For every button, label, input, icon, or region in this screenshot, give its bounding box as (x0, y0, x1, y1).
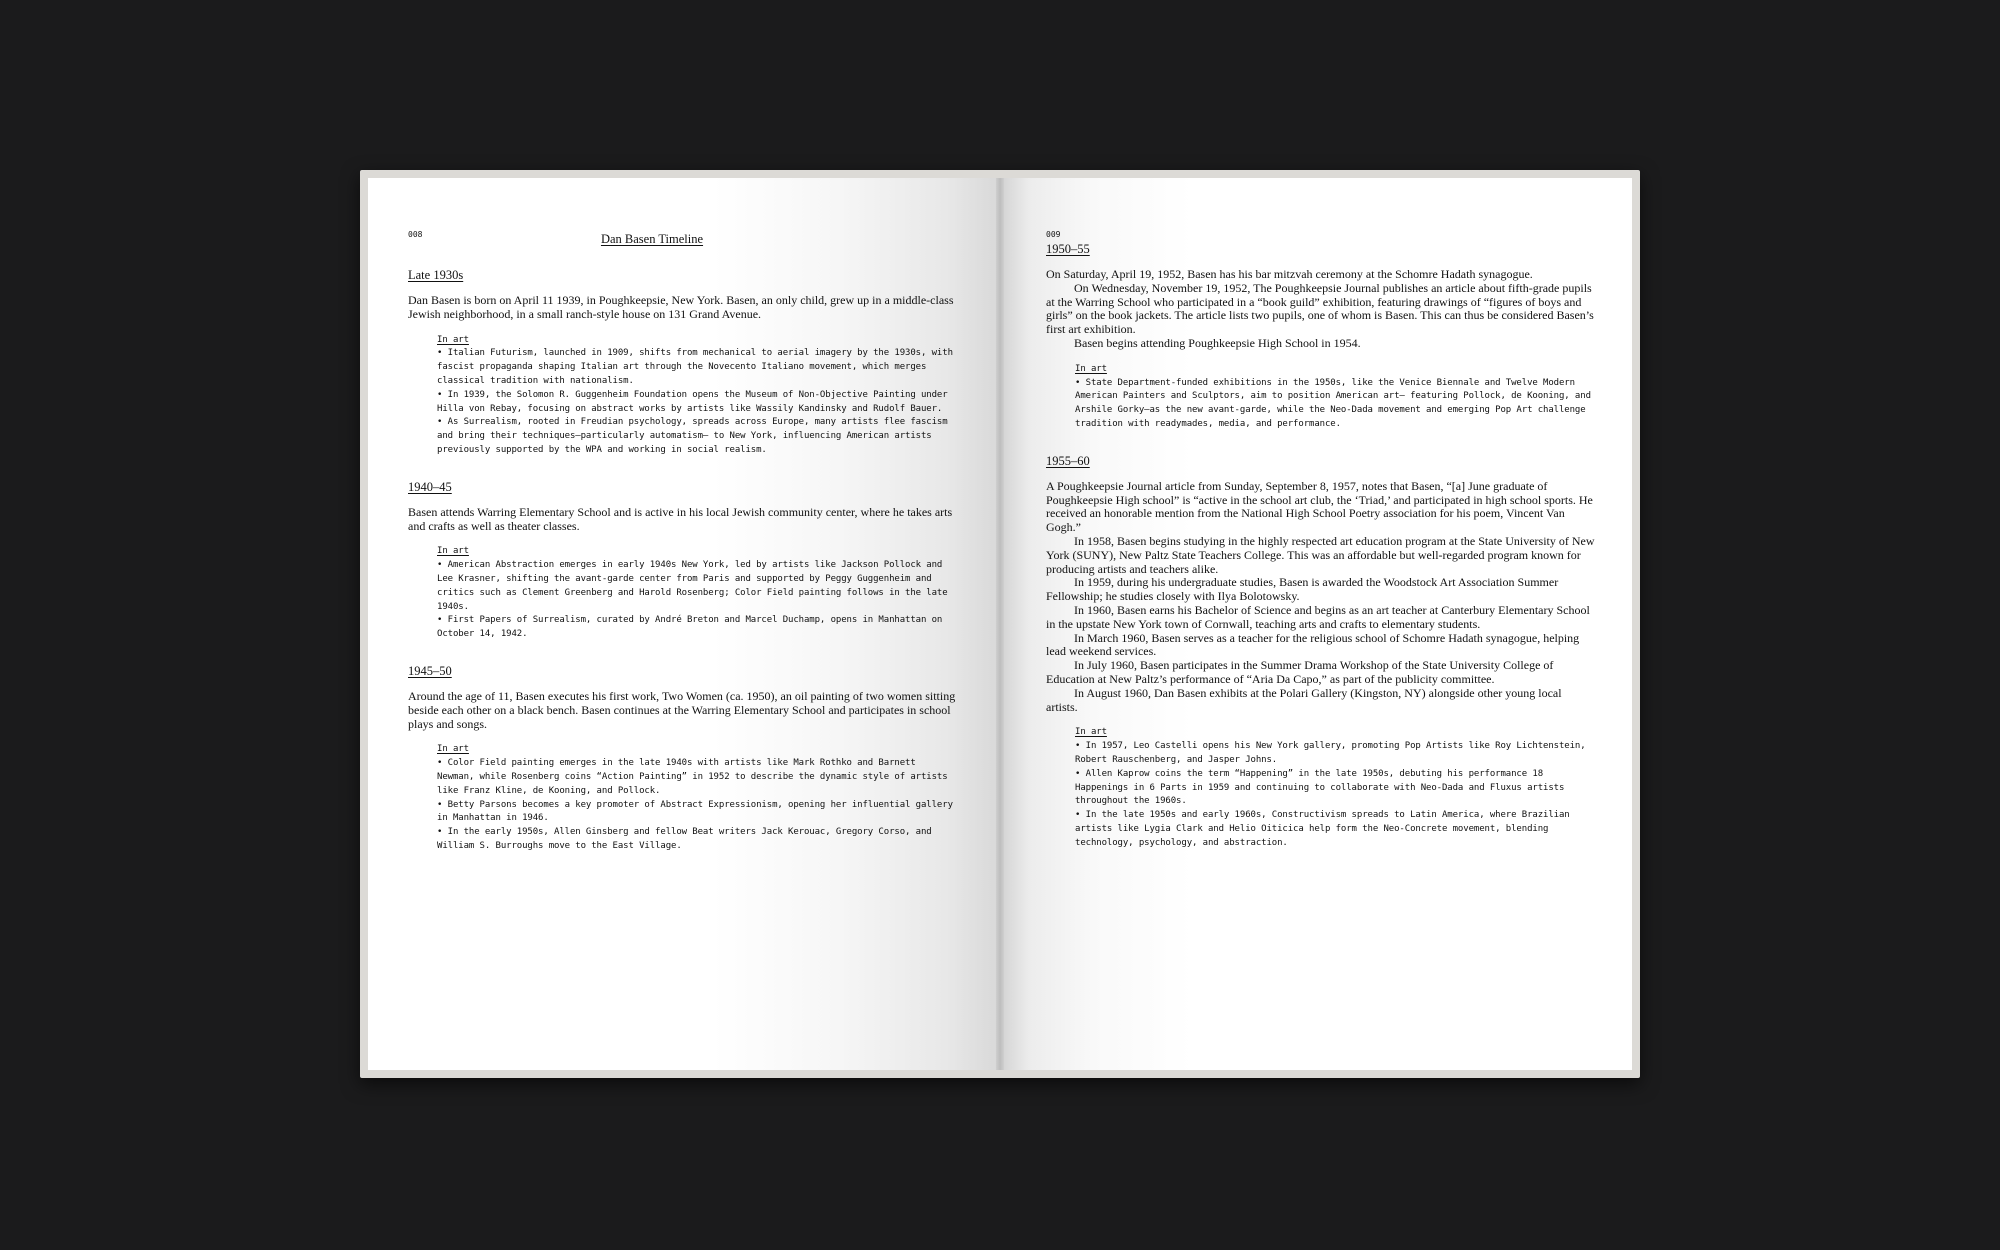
timeline-section (408, 268, 956, 458)
section-prose (408, 690, 956, 731)
timeline-section (408, 480, 956, 642)
in-art-label: In art (437, 744, 469, 755)
right-page-content (1046, 242, 1596, 872)
prose-paragraph: A Poughkeepsie Journal article from Sunday, September 8, 1957, notes that Basen, “[a] June graduate of Poughkeepsie High school” is “active in the school art club, the ‘Triad,’ and participated in high school sports. He received an honorable mention from the National High School Poetry association for his poem, Vincent Van Gogh.” (1046, 478, 1593, 535)
in-art-label: In art (1075, 363, 1107, 374)
in-art-item: • State Department-funded exhibitions in the 1950s, like the Venice Biennale and Twelve Modern American Painters and Sculptors, aim to position American art— featuring Pollock, de Kooning, and Arshile Gorky—as the new avant-garde, while the Neo-Dada movement and emerging Pop Art challenge tradition with readymades, media, and performance. (1075, 377, 1591, 429)
left-page (368, 178, 996, 1070)
in-art-item: • In 1939, the Solomon R. Guggenheim Foundation opens the Museum of Non-Objective Painting under Hilla von Rebay, focusing on abstract works by artists like Wassily Kandinsky and Rudolf Bauer. (437, 389, 948, 414)
in-art-item: • American Abstraction emerges in early 1940s New York, led by artists like Jackson Pollock and Lee Krasner, shifting the avant-garde center from Paris and supported by Peggy Guggenheim and critics such as Clement Greenberg and Harold Rosenberg; Color Field painting follows in the late 1940s. (437, 560, 948, 612)
in-art-block (1075, 363, 1596, 432)
prose-paragraph: In March 1960, Basen serves as a teacher for the religious school of Schomre Hadath synagogue, helping lead weekend services. (1046, 630, 1580, 659)
prose-paragraph: In 1958, Basen begins studying in the highly respected art education program at the State University of New York (SUNY), New Paltz State Teachers College. This was an affordable but well-regarded program known for producing artists and teachers alike. (1046, 533, 1595, 576)
prose-paragraph: Dan Basen is born on April 11 1939, in Poughkeepsie, New York. Basen, an only child, grew up in a middle-class Jewish neighborhood, in a small ranch-style house on 131 Grand Avenue. (408, 293, 954, 321)
in-art-item: • As Surrealism, rooted in Freudian psychology, spreads across Europe, many artists flee fascism and bring their techniques—particularly automatism— to New York, influencing American artists previously supported by the WPA and working in social realism. (437, 417, 948, 455)
in-art-item: • Italian Futurism, launched in 1909, shifts from mechanical to aerial imagery by the 1930s, with fascist propaganda shaping Italian art through the Novecento Italiano movement, which merges classical tradition with nationalism. (437, 348, 953, 386)
in-art-item: • In 1957, Leo Castelli opens his New York gallery, promoting Pop Artists like Roy Lichtenstein, Robert Rauschenberg, and Jasper Johns. (1075, 741, 1586, 765)
prose-paragraph: On Wednesday, November 19, 1952, The Poughkeepsie Journal publishes an article about fifth-grade pupils at the Warring School who participated in a “book guild” exhibition, featuring drawings of “figures of boys and girls” on the book jackets. The article lists two pupils, one of whom is Basen. This can thus be considered Basen’s first art exhibition. (1046, 280, 1594, 337)
timeline-section (1046, 242, 1596, 432)
left-page-content (408, 268, 956, 876)
page-number: 008 (408, 230, 423, 239)
in-art-item: • In the early 1950s, Allen Ginsberg and fellow Beat writers Jack Kerouac, Gregory Corso, and William S. Burroughs move to the East Village. (437, 827, 932, 851)
section-prose (1046, 268, 1596, 351)
timeline-section (1046, 454, 1596, 851)
open-book (360, 170, 1640, 1078)
prose-paragraph: In August 1960, Dan Basen exhibits at the Polari Gallery (Kingston, NY) alongside other young local artists. (1046, 685, 1562, 714)
timeline-section (408, 664, 956, 854)
prose-paragraph: In 1960, Basen earns his Bachelor of Science and begins as an art teacher at Canterbury Elementary School in the upstate New York town of Cornwall, teaching arts and crafts to elementary students. (1046, 602, 1590, 631)
prose-paragraph: In 1959, during his undergraduate studies, Basen is awarded the Woodstock Art Association Summer Fellowship; he studies closely with Ilya Bolotowsky. (1046, 575, 1559, 604)
period-heading: 1945–50 (408, 663, 452, 678)
period-heading: Late 1930s (408, 268, 464, 282)
in-art-block (437, 545, 956, 642)
in-art-label: In art (437, 334, 469, 345)
running-title: Dan Basen Timeline (600, 232, 704, 246)
in-art-label: In art (1075, 727, 1107, 738)
in-art-block (1075, 726, 1596, 850)
period-heading: 1940–45 (408, 479, 452, 494)
in-art-label: In art (437, 546, 469, 557)
prose-paragraph: Around the age of 11, Basen executes his first work, Two Women (ca. 1950), an oil painting of two women sitting beside each other on a black bench. Basen continues at the Warring Elementary School and participates in school plays and songs. (408, 688, 956, 731)
right-page (1004, 178, 1632, 1070)
period-heading: 1950–55 (1046, 242, 1090, 256)
prose-paragraph: On Saturday, April 19, 1952, Basen has his bar mitzvah ceremony at the Schomre Hadath synagogue. (1046, 267, 1533, 281)
page-number: 009 (1046, 230, 1061, 239)
section-prose (408, 294, 956, 322)
section-prose (408, 506, 956, 534)
book-spine (996, 178, 1004, 1070)
prose-paragraph: In July 1960, Basen participates in the Summer Drama Workshop of the State University College of Education at New Paltz’s performance of “Aria Da Capo,” as part of the publicity committee. (1046, 658, 1554, 686)
in-art-item: • First Papers of Surrealism, curated by André Breton and Marcel Duchamp, opens in Manhattan on October 14, 1942. (437, 615, 943, 640)
in-art-item: • Betty Parsons becomes a key promoter of Abstract Expressionism, opening her influential gallery in Manhattan in 1946. (437, 799, 953, 824)
in-art-block (437, 743, 956, 853)
in-art-block (437, 334, 956, 458)
in-art-item: • Color Field painting emerges in the late 1940s with artists like Mark Rothko and Barnett Newman, while Rosenberg coins “Action Painting” in 1952 to describe the dynamic style of artists like Franz Kline, de Kooning, and Pollock. (437, 758, 948, 796)
in-art-item: • In the late 1950s and early 1960s, Constructivism spreads to Latin America, where Brazilian artists like Lygia Clark and Helio Oiticica help form the Neo-Concrete movement, blending technology, psychology, and abstraction. (1075, 810, 1570, 848)
period-heading: 1955–60 (1046, 453, 1090, 468)
prose-paragraph: Basen attends Warring Elementary School and is active in his local Jewish community center, where he takes arts and crafts as well as theater classes. (408, 504, 953, 533)
prose-paragraph: Basen begins attending Poughkeepsie High School in 1954. (1074, 335, 1361, 350)
in-art-item: • Allen Kaprow coins the term “Happening” in the late 1950s, debuting his performance 18 Happenings in 6 Parts in 1959 and continuing to collaborate with Neo-Dada and Fluxus artists throughout the 1960s. (1075, 768, 1565, 807)
section-prose (1046, 480, 1596, 715)
